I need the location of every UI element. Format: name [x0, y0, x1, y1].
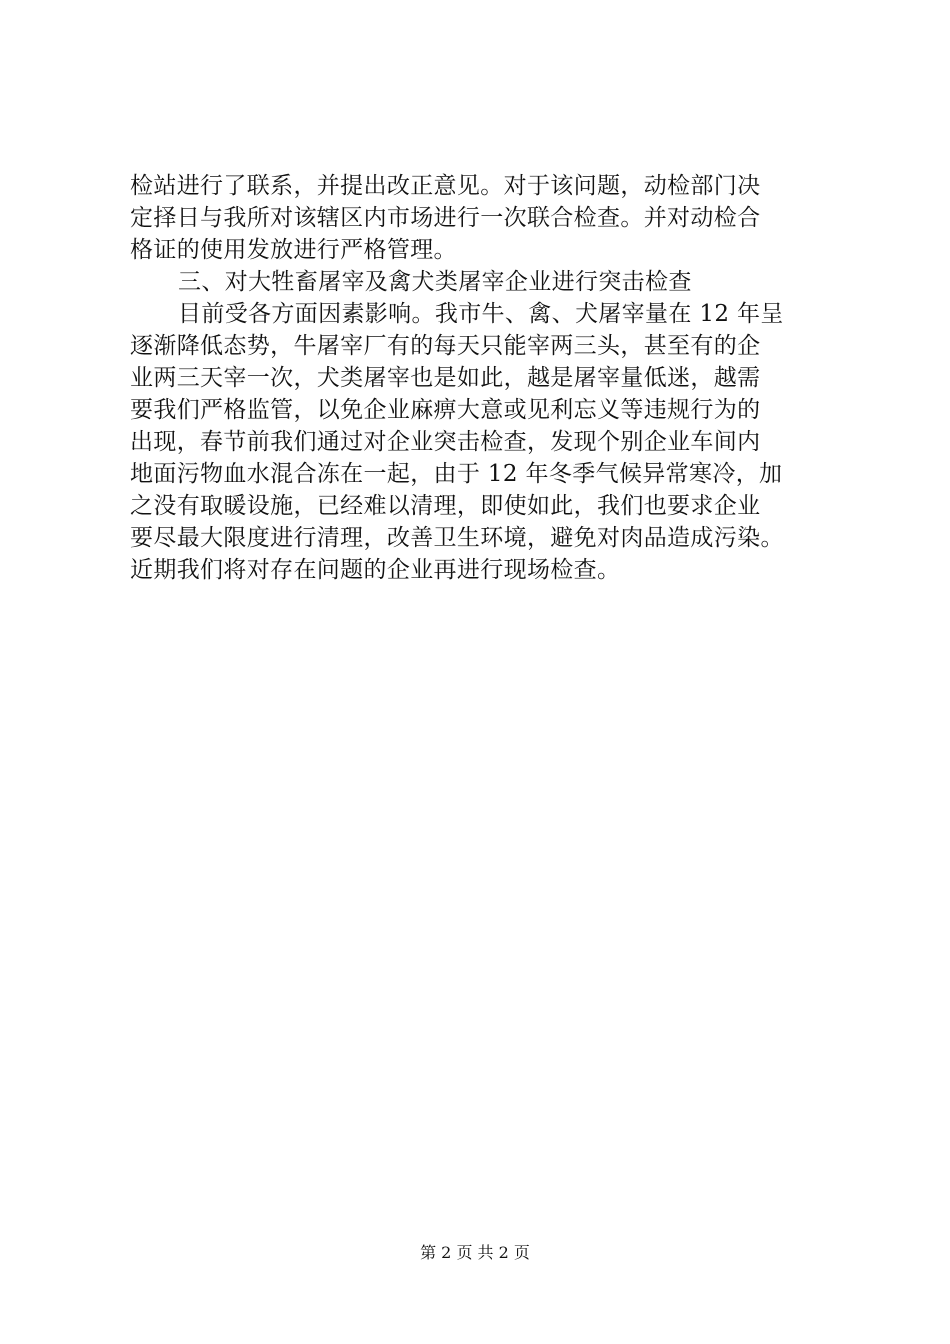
paragraph-line: 出现，春节前我们通过对企业突击检查，发现个别企业车间内 [130, 429, 761, 455]
section-heading: 三、对大牲畜屠宰及禽犬类屠宰企业进行突击检查 [178, 269, 692, 295]
paragraph-line: 定择日与我所对该辖区内市场进行一次联合检查。并对动检合 [130, 205, 761, 231]
document-body [130, 170, 830, 586]
paragraph-line: 逐渐降低态势，牛屠宰厂有的每天只能宰两三头，甚至有的企 [130, 333, 761, 359]
paragraph-line: 业两三天宰一次，犬类屠宰也是如此，越是屠宰量低迷，越需 [130, 365, 761, 391]
paragraph-line: 检站进行了联系，并提出改正意见。对于该问题，动检部门决 [130, 173, 761, 199]
paragraph-line: 之没有取暖设施，已经难以清理，即使如此，我们也要求企业 [130, 493, 761, 519]
page-footer: 第 2 页 共 2 页 [420, 1243, 530, 1262]
paragraph-line: 近期我们将对存在问题的企业再进行现场检查。 [130, 557, 621, 583]
paragraph-line: 要我们严格监管，以免企业麻痹大意或见利忘义等违规行为的 [130, 397, 761, 423]
paragraph-line: 目前受各方面因素影响。我市牛、禽、犬屠宰量在 12 年呈 [178, 301, 784, 327]
paragraph-line: 要尽最大限度进行清理，改善卫生环境，避免对肉品造成污染。 [130, 525, 784, 551]
paragraph-line: 格证的使用发放进行严格管理。 [130, 237, 457, 263]
paragraph-line: 地面污物血水混合冻在一起，由于 12 年冬季气候异常寒冷，加 [130, 461, 783, 487]
